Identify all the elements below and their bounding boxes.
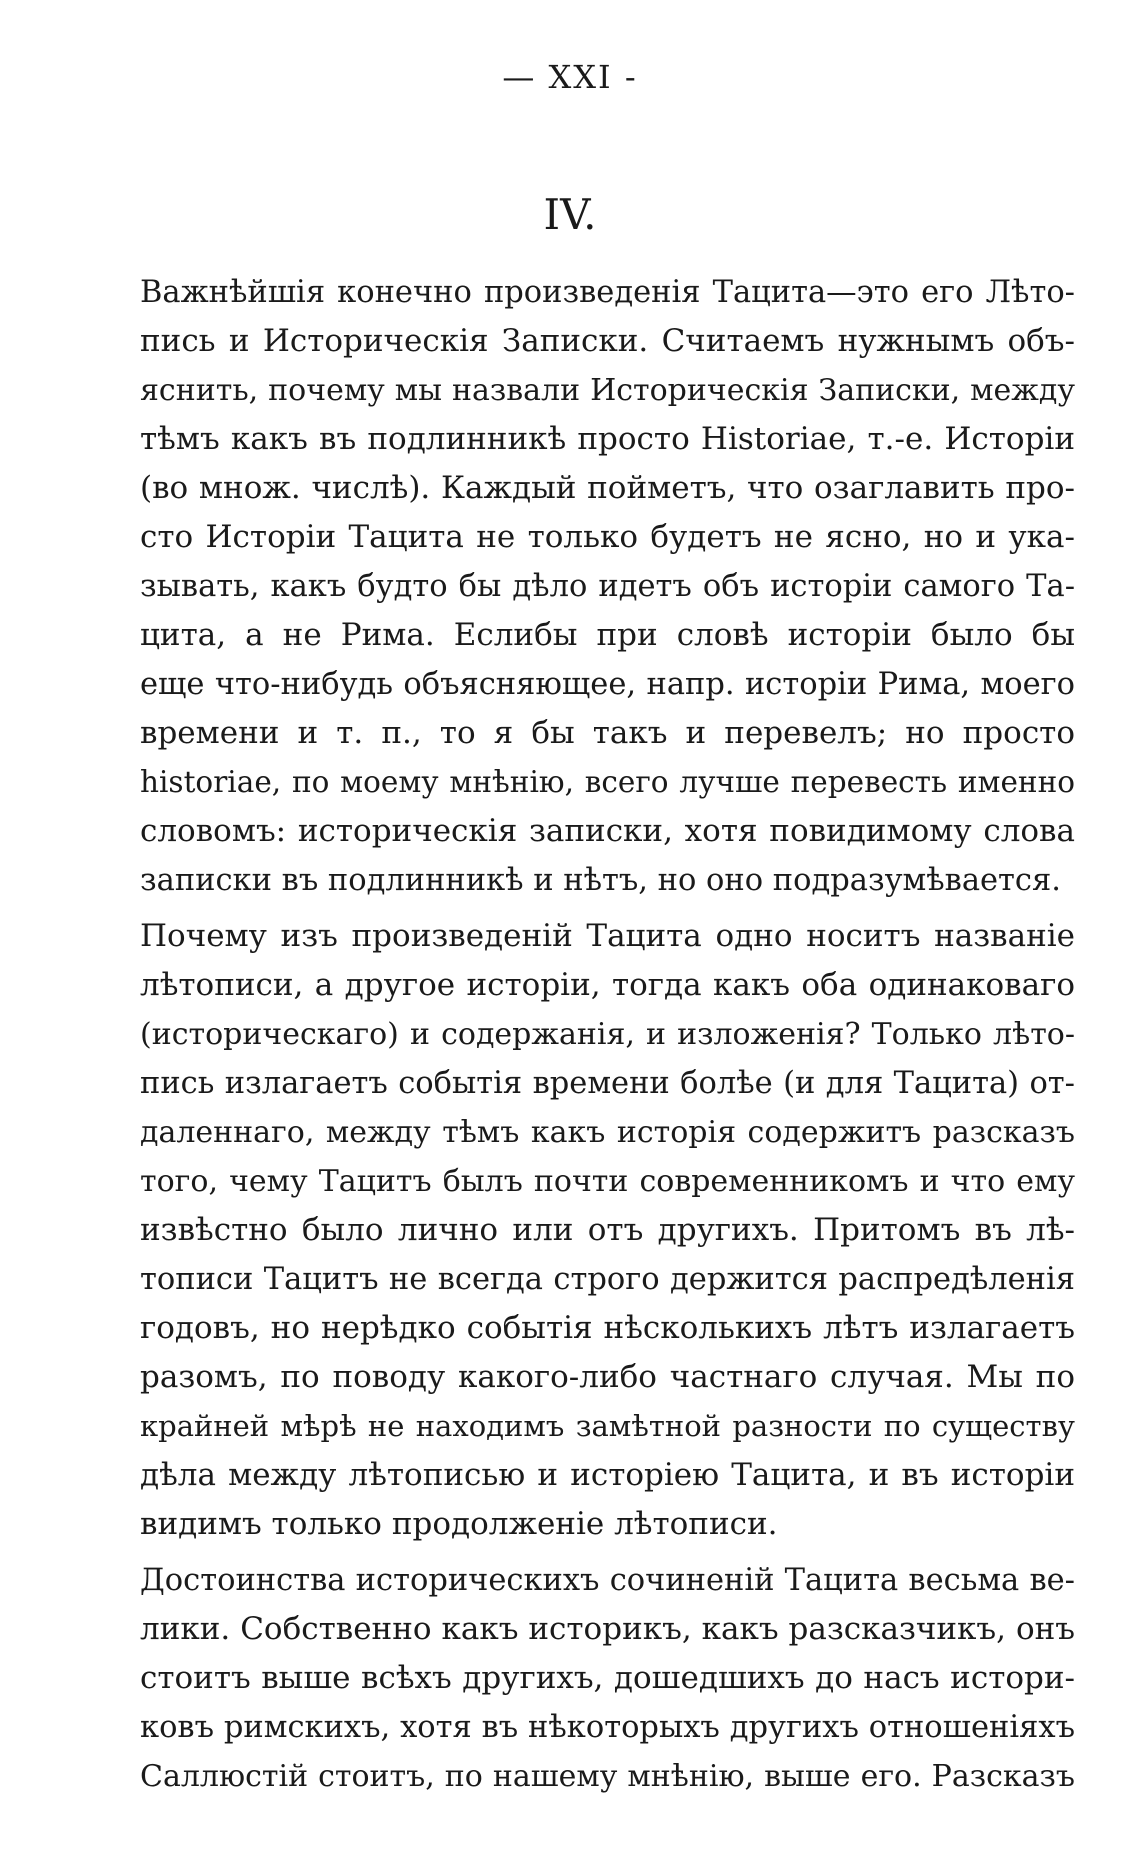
paragraph-1 [140,268,1075,905]
paragraph-2 [140,912,1075,1549]
text-line: тѣмъ какъ въ подлинникѣ просто Historiae, т.-е. Исторіи [140,421,1075,457]
text-line: цита, а не Рима. Еслибы при словѣ исторіи было бы [140,617,1075,653]
text-line: (историческаго) и содержанія, и изложенія? Только лѣто- [140,1017,1075,1052]
body-text [140,268,1075,1801]
text-line: лики. Собственно какъ историкъ, какъ разсказчикъ, онъ [140,1611,1075,1647]
page-number: — XXI - [502,58,638,96]
text-line: пись излагаетъ событія времени болѣе (и для Тацита) от- [140,1066,1075,1101]
text-line: разомъ, по поводу какого-либо частнаго случая. Мы по [140,1359,1075,1395]
text-line: даленнаго, между тѣмъ какъ исторія содержитъ разсказъ [140,1115,1075,1150]
text-line: годовъ, но нерѣдко событія нѣсколькихъ лѣтъ излагаетъ [140,1310,1075,1346]
text-line: ковъ римскихъ, хотя въ нѣкоторыхъ другихъ отношеніяхъ [140,1710,1075,1745]
text-line: видимъ только продолженіе лѣтописи. [140,1506,778,1542]
text-line: historiae, по моему мнѣнію, всего лучше перевесть именно [140,765,1075,799]
text-line: лѣтописи, а другое исторіи, тогда какъ оба одинаковаго [140,967,1075,1003]
paragraph-3 [140,1556,1075,1801]
text-line: извѣстно было лично или отъ другихъ. Притомъ въ лѣ- [140,1212,1075,1248]
text-line: зывать, какъ будто бы дѣло идетъ объ исторіи самого Та- [140,569,1075,604]
text-line: еще что-нибудь объясняющее, напр. исторіи Рима, моего [140,667,1075,702]
text-line: Почему изъ произведеній Тацита одно носитъ названіе [140,918,1075,954]
text-line: записки въ подлинникѣ и нѣтъ, но оно подразумѣвается. [140,863,1061,898]
text-line: пись и Историческія Записки. Считаемъ нужнымъ объ- [140,323,1075,359]
text-line: сто Исторіи Тацита не только будетъ не ясно, но и ука- [140,519,1075,555]
text-line: стоитъ выше всѣхъ другихъ, дошедшихъ до насъ истори- [140,1660,1075,1696]
text-line: Достоинства историческихъ сочиненій Тацита весьма ве- [140,1563,1075,1598]
text-line: яснить, почему мы назвали Историческія Записки, между [140,373,1075,408]
text-line: тописи Тацитъ не всегда строго держится распредѣленія [140,1262,1075,1297]
text-line: времени и т. п., то я бы такъ и перевелъ; но просто [140,715,1075,751]
text-line: дѣла между лѣтописью и исторіею Тацита, и въ исторіи [140,1457,1075,1493]
text-line: словомъ: историческія записки, хотя повидимому слова [140,813,1075,849]
text-line: крайней мѣрѣ не находимъ замѣтной разности по существу [140,1409,1075,1443]
text-line: Важнѣйшія конечно произведенія Тацита—это его Лѣто- [140,275,1075,310]
text-line: того, чему Тацитъ былъ почти современникомъ и что ему [140,1164,1075,1199]
section-heading: IV. [543,190,597,239]
text-line: (во множ. числѣ). Каждый пойметъ, что озаглавить про- [140,470,1075,506]
text-line: Саллюстій стоитъ, по нашему мнѣнію, выше его. Разсказъ [140,1759,1075,1794]
